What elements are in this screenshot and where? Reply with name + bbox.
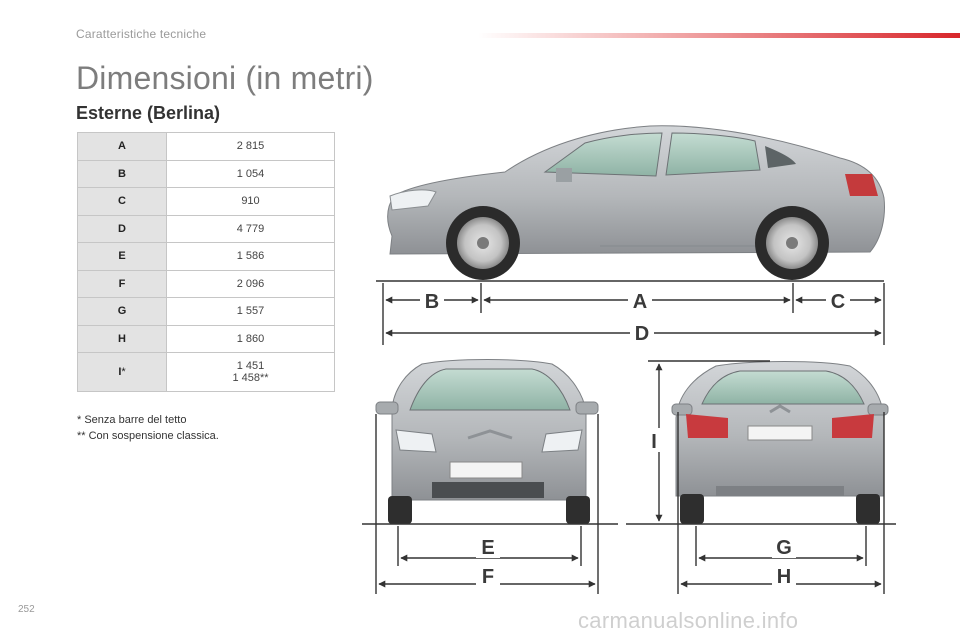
dimension-value: 1 557 — [167, 298, 335, 326]
dimension-key: H — [78, 325, 167, 353]
dimension-value: 2 815 — [167, 133, 335, 161]
side-dimension-labels — [420, 287, 850, 345]
dimension-key: D — [78, 215, 167, 243]
section-subtitle: Esterne (Berlina) — [76, 103, 221, 123]
dimension-label-h: H — [776, 566, 792, 588]
dimension-value: 1 860 — [167, 325, 335, 353]
car-front-view — [376, 360, 598, 525]
dimension-value-line: 1 451 — [236, 360, 265, 372]
dimension-label-c: C — [830, 291, 846, 313]
dimension-key-footnote-mark: * — [121, 366, 126, 378]
dimension-label-a: A — [632, 291, 648, 313]
footnote: ** Con sospensione classica. — [77, 430, 219, 442]
car-rear-view — [672, 362, 888, 525]
dimension-key: G — [78, 298, 167, 326]
car-side-view — [388, 126, 885, 280]
watermark: carmanualsonline.info — [578, 608, 799, 633]
dimension-value: 910 — [167, 188, 335, 216]
dimension-value-line: 1 458** — [232, 372, 269, 384]
dimension-label-d: D — [634, 323, 650, 345]
dimension-key: B — [78, 160, 167, 188]
dimension-key-letter: I — [118, 366, 122, 378]
dimension-key: F — [78, 270, 167, 298]
section-header: Caratteristiche tecniche — [76, 27, 207, 41]
dimension-key: E — [78, 243, 167, 271]
dimension-label-e: E — [481, 537, 495, 559]
page-title: Dimensioni (in metri) — [76, 60, 374, 96]
dimension-value: 1 054 — [167, 160, 335, 188]
dimension-value: 1 586 — [167, 243, 335, 271]
page-number: 252 — [18, 604, 35, 615]
front-dimension-labels — [476, 534, 500, 588]
dimension-label-g: G — [776, 537, 792, 559]
dimension-value: 2 096 — [167, 270, 335, 298]
dimension-label-b: B — [424, 291, 440, 313]
dimension-label-f: F — [481, 566, 495, 588]
footnote: * Senza barre del tetto — [77, 414, 187, 426]
dimension-key: A — [78, 133, 167, 161]
dimension-key: C — [78, 188, 167, 216]
dimension-label-i: I — [651, 431, 657, 453]
dimension-value: 4 779 — [167, 215, 335, 243]
